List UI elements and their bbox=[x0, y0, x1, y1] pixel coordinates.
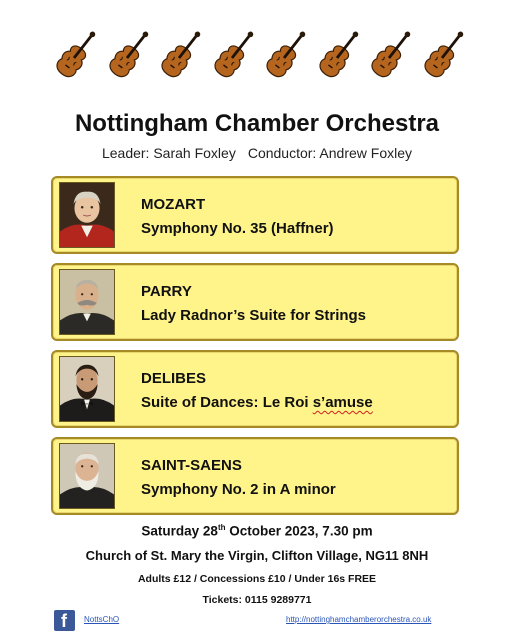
violin-icon bbox=[103, 24, 151, 92]
composer-name: DELIBES bbox=[141, 370, 207, 387]
concert-date: Saturday 28th October 2023, 7.30 pm bbox=[141, 523, 373, 539]
composer-name: PARRY bbox=[141, 283, 192, 300]
violin-row bbox=[50, 24, 466, 92]
composer-name: MOZART bbox=[141, 196, 206, 213]
composer-portrait-saint-saens bbox=[59, 443, 115, 509]
violin-icon bbox=[155, 24, 203, 92]
personnel-line bbox=[0, 145, 514, 161]
composer-portrait-mozart bbox=[59, 182, 115, 248]
work-title: Symphony No. 35 (Haffner) bbox=[141, 220, 334, 237]
violin-icon bbox=[208, 24, 256, 92]
violin-icon bbox=[50, 24, 98, 92]
ticket-phone: Tickets: 0115 9289771 bbox=[202, 594, 312, 606]
composer-portrait-parry bbox=[59, 269, 115, 335]
violin-icon bbox=[418, 24, 466, 92]
programme-item-mozart bbox=[51, 176, 459, 254]
violin-icon bbox=[260, 24, 308, 92]
leader-text: Leader: Sarah Foxley bbox=[101, 145, 236, 161]
work-title-prefix: Suite of Dances: Le Roi bbox=[141, 394, 313, 411]
violin-icon bbox=[313, 24, 361, 92]
spellcheck-flagged-word: s’amuse bbox=[312, 394, 373, 411]
work-title bbox=[141, 394, 373, 411]
concert-venue: Church of St. Mary the Virgin, Clifton Village, NG11 8NH bbox=[85, 548, 429, 563]
work-title: Lady Radnor’s Suite for Strings bbox=[141, 307, 367, 324]
facebook-handle-link[interactable]: NottsChO bbox=[84, 615, 120, 624]
programme-item-saint-saens bbox=[51, 437, 459, 515]
ticket-prices: Adults £12 / Concessions £10 / Under 16s FREE bbox=[137, 573, 377, 585]
programme-item-parry bbox=[51, 263, 459, 341]
violin-icon bbox=[365, 24, 413, 92]
website-link[interactable]: http://nottinghamchamberorchestra.co.uk bbox=[286, 615, 432, 624]
composer-name: SAINT-SAENS bbox=[141, 457, 242, 474]
composer-portrait-delibes bbox=[59, 356, 115, 422]
work-title: Symphony No. 2 in A minor bbox=[141, 481, 336, 498]
programme-list bbox=[51, 176, 459, 524]
page-title: Nottingham Chamber Orchestra bbox=[74, 110, 440, 137]
facebook-icon[interactable]: f bbox=[54, 610, 75, 631]
conductor-text: Conductor: Andrew Foxley bbox=[247, 145, 413, 161]
programme-item-delibes bbox=[51, 350, 459, 428]
